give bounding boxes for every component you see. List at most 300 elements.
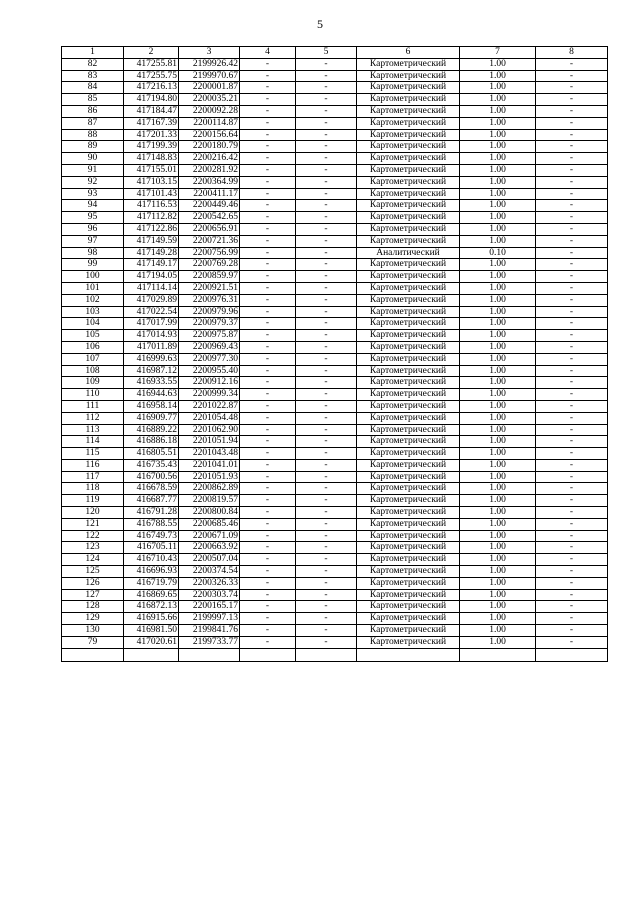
column-5-value: -: [296, 271, 357, 283]
point-number: 103: [62, 306, 124, 318]
coordinate-x: 416987.12: [124, 365, 179, 377]
coordinate-x: 416958.14: [124, 400, 179, 412]
column-header: 7: [460, 47, 536, 59]
table-row: [62, 589, 608, 601]
point-number: 106: [62, 341, 124, 353]
coordinate-x: 417149.28: [124, 247, 179, 259]
accuracy-cell: 1.00: [460, 318, 536, 330]
accuracy-cell: 1.00: [460, 471, 536, 483]
column-4-value: -: [240, 353, 296, 365]
column-4-value: -: [240, 577, 296, 589]
point-number: 119: [62, 495, 124, 507]
table-row: [62, 259, 608, 271]
table-row: [62, 212, 608, 224]
column-header: 2: [124, 47, 179, 59]
empty-cell: [357, 648, 460, 662]
method-cell: Картометрический: [357, 271, 460, 283]
accuracy-cell: 1.00: [460, 507, 536, 519]
accuracy-cell: 1.00: [460, 577, 536, 589]
column-8-value: -: [536, 306, 608, 318]
coordinate-y: 2200756.99: [179, 247, 240, 259]
column-4-value: -: [240, 625, 296, 637]
coordinate-y: 2200364.99: [179, 176, 240, 188]
column-4-value: -: [240, 377, 296, 389]
method-cell: Картометрический: [357, 235, 460, 247]
table-row: [62, 200, 608, 212]
column-8-value: -: [536, 518, 608, 530]
column-4-value: -: [240, 530, 296, 542]
table-row: [62, 495, 608, 507]
accuracy-cell: 1.00: [460, 117, 536, 129]
method-cell: Картометрический: [357, 530, 460, 542]
accuracy-cell: 1.00: [460, 306, 536, 318]
column-8-value: -: [536, 353, 608, 365]
column-4-value: -: [240, 589, 296, 601]
accuracy-cell: 1.00: [460, 518, 536, 530]
column-8-value: -: [536, 424, 608, 436]
column-4-value: -: [240, 282, 296, 294]
coordinate-y: 2200819.57: [179, 495, 240, 507]
coordinate-x: 417201.33: [124, 129, 179, 141]
coordinate-y: 2200975.87: [179, 330, 240, 342]
coordinate-x: 417014.93: [124, 330, 179, 342]
accuracy-cell: 1.00: [460, 141, 536, 153]
column-5-value: -: [296, 483, 357, 495]
coordinate-y: 2199970.67: [179, 70, 240, 82]
coordinate-y: 2200921.51: [179, 282, 240, 294]
method-cell: Картометрический: [357, 436, 460, 448]
column-8-value: -: [536, 400, 608, 412]
column-8-value: -: [536, 577, 608, 589]
point-number: 88: [62, 129, 124, 141]
column-5-value: -: [296, 601, 357, 613]
coordinate-x: 416933.55: [124, 377, 179, 389]
column-5-value: -: [296, 566, 357, 578]
coordinate-y: 2201062.90: [179, 424, 240, 436]
column-8-value: -: [536, 94, 608, 106]
column-5-value: -: [296, 212, 357, 224]
coordinate-y: 2200663.92: [179, 542, 240, 554]
column-8-value: -: [536, 164, 608, 176]
column-5-value: -: [296, 164, 357, 176]
table-row: [62, 613, 608, 625]
column-5-value: -: [296, 636, 357, 648]
coordinate-y: 2200912.16: [179, 377, 240, 389]
accuracy-cell: 1.00: [460, 389, 536, 401]
column-8-value: -: [536, 448, 608, 460]
coordinate-y: 2200999.34: [179, 389, 240, 401]
coordinate-x: 417029.89: [124, 294, 179, 306]
column-8-value: -: [536, 412, 608, 424]
method-cell: Картометрический: [357, 518, 460, 530]
accuracy-cell: 1.00: [460, 636, 536, 648]
column-8-value: -: [536, 294, 608, 306]
coordinate-y: 2200685.46: [179, 518, 240, 530]
column-4-value: -: [240, 259, 296, 271]
column-8-value: -: [536, 589, 608, 601]
coordinate-y: 2200859.97: [179, 271, 240, 283]
coordinate-y: 2201043.48: [179, 448, 240, 460]
point-number: 83: [62, 70, 124, 82]
column-5-value: -: [296, 448, 357, 460]
coordinate-x: 416915.66: [124, 613, 179, 625]
accuracy-cell: 1.00: [460, 589, 536, 601]
column-4-value: -: [240, 164, 296, 176]
table-row: [62, 625, 608, 637]
point-number: 120: [62, 507, 124, 519]
method-cell: Картометрический: [357, 365, 460, 377]
column-5-value: -: [296, 200, 357, 212]
column-4-value: -: [240, 105, 296, 117]
column-4-value: -: [240, 235, 296, 247]
coordinate-x: 417255.75: [124, 70, 179, 82]
column-5-value: -: [296, 294, 357, 306]
accuracy-cell: 1.00: [460, 176, 536, 188]
method-cell: Картометрический: [357, 542, 460, 554]
column-5-value: -: [296, 318, 357, 330]
point-number: 101: [62, 282, 124, 294]
accuracy-cell: 1.00: [460, 542, 536, 554]
empty-cell: [240, 648, 296, 662]
coordinate-x: 416719.79: [124, 577, 179, 589]
table-row: [62, 353, 608, 365]
coordinate-y: 2199997.13: [179, 613, 240, 625]
column-8-value: -: [536, 566, 608, 578]
coordinate-x: 416791.28: [124, 507, 179, 519]
table-row: [62, 271, 608, 283]
accuracy-cell: 1.00: [460, 330, 536, 342]
column-8-value: -: [536, 153, 608, 165]
table-row: [62, 389, 608, 401]
method-cell: Картометрический: [357, 448, 460, 460]
column-4-value: -: [240, 212, 296, 224]
point-number: 104: [62, 318, 124, 330]
table-row: [62, 377, 608, 389]
method-cell: Картометрический: [357, 188, 460, 200]
table-row: [62, 318, 608, 330]
coordinate-y: 2200769.28: [179, 259, 240, 271]
column-4-value: -: [240, 495, 296, 507]
coordinate-y: 2201041.01: [179, 459, 240, 471]
method-cell: Картометрический: [357, 389, 460, 401]
column-5-value: -: [296, 94, 357, 106]
column-4-value: -: [240, 566, 296, 578]
empty-cell: [296, 648, 357, 662]
coordinate-y: 2200156.64: [179, 129, 240, 141]
coordinate-x: 416999.63: [124, 353, 179, 365]
column-5-value: -: [296, 424, 357, 436]
column-4-value: -: [240, 400, 296, 412]
column-5-value: -: [296, 518, 357, 530]
coordinate-x: 416687.77: [124, 495, 179, 507]
coordinate-y: 2200092.28: [179, 105, 240, 117]
column-8-value: -: [536, 176, 608, 188]
column-4-value: -: [240, 542, 296, 554]
table-row: [62, 530, 608, 542]
method-cell: Картометрический: [357, 353, 460, 365]
column-5-value: -: [296, 341, 357, 353]
table-row: [62, 105, 608, 117]
table-row: [62, 436, 608, 448]
method-cell: Картометрический: [357, 483, 460, 495]
point-number: 117: [62, 471, 124, 483]
column-5-value: -: [296, 577, 357, 589]
column-4-value: -: [240, 613, 296, 625]
method-cell: Картометрический: [357, 341, 460, 353]
column-5-value: -: [296, 58, 357, 70]
column-8-value: -: [536, 188, 608, 200]
table-row: [62, 129, 608, 141]
point-number: 87: [62, 117, 124, 129]
method-cell: Картометрический: [357, 566, 460, 578]
method-cell: Картометрический: [357, 330, 460, 342]
coordinate-x: 417020.61: [124, 636, 179, 648]
point-number: 108: [62, 365, 124, 377]
coordinate-x: 417149.59: [124, 235, 179, 247]
accuracy-cell: 1.00: [460, 294, 536, 306]
accuracy-cell: 1.00: [460, 200, 536, 212]
point-number: 99: [62, 259, 124, 271]
coordinate-x: 416788.55: [124, 518, 179, 530]
accuracy-cell: 1.00: [460, 377, 536, 389]
column-5-value: -: [296, 625, 357, 637]
column-5-value: -: [296, 117, 357, 129]
table-row: [62, 400, 608, 412]
method-cell: Картометрический: [357, 212, 460, 224]
method-cell: Картометрический: [357, 58, 460, 70]
table-row: [62, 424, 608, 436]
column-5-value: -: [296, 459, 357, 471]
accuracy-cell: 1.00: [460, 625, 536, 637]
column-4-value: -: [240, 554, 296, 566]
method-cell: Картометрический: [357, 282, 460, 294]
coordinate-x: 416700.56: [124, 471, 179, 483]
accuracy-cell: 1.00: [460, 365, 536, 377]
method-cell: Картометрический: [357, 70, 460, 82]
accuracy-cell: 1.00: [460, 424, 536, 436]
column-5-value: -: [296, 129, 357, 141]
point-number: 129: [62, 613, 124, 625]
point-number: 90: [62, 153, 124, 165]
accuracy-cell: 1.00: [460, 235, 536, 247]
table-row: [62, 141, 608, 153]
accuracy-cell: 1.00: [460, 212, 536, 224]
method-cell: Картометрический: [357, 306, 460, 318]
method-cell: Аналитический: [357, 247, 460, 259]
coordinate-x: 417167.39: [124, 117, 179, 129]
coordinate-y: 2200542.65: [179, 212, 240, 224]
empty-cell: [536, 648, 608, 662]
column-4-value: -: [240, 58, 296, 70]
coordinate-y: 2200114.87: [179, 117, 240, 129]
column-5-value: -: [296, 542, 357, 554]
column-4-value: -: [240, 247, 296, 259]
point-number: 123: [62, 542, 124, 554]
column-8-value: -: [536, 601, 608, 613]
coordinate-y: 2201051.93: [179, 471, 240, 483]
coordinate-x: 416886.18: [124, 436, 179, 448]
column-8-value: -: [536, 436, 608, 448]
column-5-value: -: [296, 412, 357, 424]
method-cell: Картометрический: [357, 577, 460, 589]
point-number: 124: [62, 554, 124, 566]
point-number: 122: [62, 530, 124, 542]
page-number: 5: [317, 17, 323, 31]
column-4-value: -: [240, 82, 296, 94]
column-4-value: -: [240, 636, 296, 648]
column-5-value: -: [296, 330, 357, 342]
method-cell: Картометрический: [357, 554, 460, 566]
method-cell: Картометрический: [357, 223, 460, 235]
column-8-value: -: [536, 282, 608, 294]
coordinate-y: 2199926.42: [179, 58, 240, 70]
table-row: [62, 94, 608, 106]
column-8-value: -: [536, 223, 608, 235]
column-8-value: -: [536, 212, 608, 224]
method-cell: Картометрический: [357, 471, 460, 483]
point-number: 100: [62, 271, 124, 283]
coordinate-y: 2200449.46: [179, 200, 240, 212]
coordinate-y: 2200411.17: [179, 188, 240, 200]
table-header-row: [62, 47, 608, 59]
column-8-value: -: [536, 554, 608, 566]
column-header: 1: [62, 47, 124, 59]
accuracy-cell: 1.00: [460, 188, 536, 200]
coordinate-x: 417017.99: [124, 318, 179, 330]
accuracy-cell: 1.00: [460, 259, 536, 271]
coordinate-x: 417255.81: [124, 58, 179, 70]
method-cell: Картометрический: [357, 400, 460, 412]
point-number: 86: [62, 105, 124, 117]
method-cell: Картометрический: [357, 105, 460, 117]
column-5-value: -: [296, 141, 357, 153]
column-8-value: -: [536, 235, 608, 247]
column-5-value: -: [296, 223, 357, 235]
accuracy-cell: 1.00: [460, 459, 536, 471]
point-number: 92: [62, 176, 124, 188]
coordinate-y: 2200001.87: [179, 82, 240, 94]
column-4-value: -: [240, 176, 296, 188]
accuracy-cell: 1.00: [460, 448, 536, 460]
coordinate-y: 2200216.42: [179, 153, 240, 165]
column-5-value: -: [296, 353, 357, 365]
coordinate-x: 416909.77: [124, 412, 179, 424]
table-row: [62, 282, 608, 294]
column-8-value: -: [536, 495, 608, 507]
coordinate-y: 2200977.30: [179, 353, 240, 365]
column-8-value: -: [536, 542, 608, 554]
column-4-value: -: [240, 483, 296, 495]
column-4-value: -: [240, 318, 296, 330]
accuracy-cell: 1.00: [460, 271, 536, 283]
column-5-value: -: [296, 235, 357, 247]
column-5-value: -: [296, 389, 357, 401]
method-cell: Картометрический: [357, 318, 460, 330]
point-number: 84: [62, 82, 124, 94]
coordinate-y: 2201051.94: [179, 436, 240, 448]
accuracy-cell: 1.00: [460, 400, 536, 412]
point-number: 85: [62, 94, 124, 106]
column-4-value: -: [240, 306, 296, 318]
accuracy-cell: 1.00: [460, 70, 536, 82]
point-number: 82: [62, 58, 124, 70]
column-5-value: -: [296, 82, 357, 94]
point-number: 95: [62, 212, 124, 224]
table-row: [62, 507, 608, 519]
method-cell: Картометрический: [357, 153, 460, 165]
point-number: 128: [62, 601, 124, 613]
coordinate-y: 2199733.77: [179, 636, 240, 648]
coordinate-x: 417216.13: [124, 82, 179, 94]
accuracy-cell: 1.00: [460, 58, 536, 70]
column-5-value: -: [296, 259, 357, 271]
column-4-value: -: [240, 518, 296, 530]
accuracy-cell: 1.00: [460, 483, 536, 495]
coordinate-x: 416735.43: [124, 459, 179, 471]
accuracy-cell: 1.00: [460, 82, 536, 94]
accuracy-cell: 1.00: [460, 566, 536, 578]
column-5-value: -: [296, 471, 357, 483]
method-cell: Картометрический: [357, 377, 460, 389]
coordinate-x: 416749.73: [124, 530, 179, 542]
coordinate-x: 417122.86: [124, 223, 179, 235]
coordinate-y: 2201022.87: [179, 400, 240, 412]
column-8-value: -: [536, 625, 608, 637]
table-row: [62, 542, 608, 554]
method-cell: Картометрический: [357, 94, 460, 106]
method-cell: Картометрический: [357, 636, 460, 648]
column-5-value: -: [296, 105, 357, 117]
coordinate-x: 416869.65: [124, 589, 179, 601]
column-4-value: -: [240, 436, 296, 448]
coordinate-x: 416678.59: [124, 483, 179, 495]
column-5-value: -: [296, 613, 357, 625]
table-row: [62, 483, 608, 495]
coordinate-x: 417194.80: [124, 94, 179, 106]
point-number: 102: [62, 294, 124, 306]
column-4-value: -: [240, 271, 296, 283]
point-number: 98: [62, 247, 124, 259]
coordinate-y: 2200303.74: [179, 589, 240, 601]
table-row: [62, 176, 608, 188]
coordinate-x: 417101.43: [124, 188, 179, 200]
method-cell: Картометрический: [357, 294, 460, 306]
point-number: 113: [62, 424, 124, 436]
column-4-value: -: [240, 330, 296, 342]
accuracy-cell: 1.00: [460, 94, 536, 106]
empty-cell: [124, 648, 179, 662]
column-5-value: -: [296, 306, 357, 318]
column-4-value: -: [240, 424, 296, 436]
column-4-value: -: [240, 341, 296, 353]
column-8-value: -: [536, 636, 608, 648]
method-cell: Картометрический: [357, 164, 460, 176]
coordinate-y: 2200979.96: [179, 306, 240, 318]
column-8-value: -: [536, 471, 608, 483]
accuracy-cell: 1.00: [460, 554, 536, 566]
point-number: 112: [62, 412, 124, 424]
point-number: 89: [62, 141, 124, 153]
point-number: 94: [62, 200, 124, 212]
coordinate-x: 416805.51: [124, 448, 179, 460]
table-body: [62, 58, 608, 661]
coordinate-x: 416944.63: [124, 389, 179, 401]
column-header: 3: [179, 47, 240, 59]
empty-cell: [179, 648, 240, 662]
column-8-value: -: [536, 141, 608, 153]
column-8-value: -: [536, 377, 608, 389]
column-4-value: -: [240, 70, 296, 82]
